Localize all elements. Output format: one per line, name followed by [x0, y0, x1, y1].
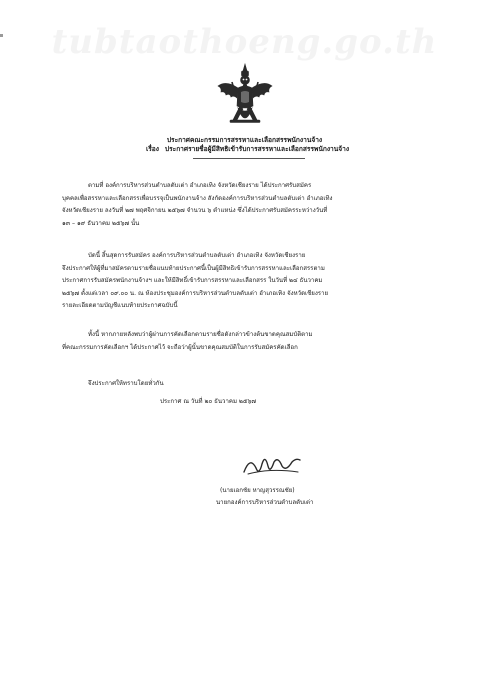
paragraph-3 [62, 329, 442, 354]
paragraph-line: จึงประกาศให้ผู้ที่มาสมัครตามรายชื่อแนบท้ายประกาศนี้เป็นผู้มีสิทธิเข้ารับการสรรหาและเลือกสรรตาม [62, 264, 325, 272]
paragraph-line: ทั้งนี้ หากภายหลังพบว่าผู้ผ่านการคัดเลือกตามรายชื่อดังกล่าวข้างต้นขาดคุณสมบัติตาม [88, 331, 313, 338]
paragraph-line: ๑๓ – ๑๙ ธันวาคม ๒๕๖๗ นั้น [62, 219, 140, 227]
announcement-closing: จึงประกาศให้ทราบโดยทั่วกัน [88, 380, 164, 387]
paragraph-line: ประกาศการรับสมัครพนักงานจ้างฯ และให้มีสิทธิ์เข้ารับการสรรหาและเลือกสรร ในวันที่ ๒๔ ธันวาคม [62, 277, 323, 285]
watermark: tubtaothoeng.go.th [51, 22, 438, 62]
paragraph-line: บุคคลเพื่อสรรหาและเลือกสรรเพื่อบรรจุเป็นพนักงานจ้าง สังกัดองค์การบริหารส่วนตำบลตับเต่า อำเภอเทิง [62, 194, 333, 202]
signer-position: นายกองค์การบริหารส่วนตำบลตับเต่า [216, 499, 314, 506]
document-title [0, 136, 489, 154]
garuda-emblem-icon [216, 62, 274, 130]
paragraph-line: ที่คณะกรรมการคัดเลือกฯ ได้ประกาศไว้ จะถือว่าผู้นั้นขาดคุณสมบัติในการรับสมัครคัดเลือก [62, 343, 298, 351]
paragraph-line: บัดนี้ สิ้นสุดการรับสมัคร องค์การบริหารส่วนตำบลตับเต่า อำเภอเทิง จังหวัดเชียงราย [88, 252, 306, 259]
paragraph-line: รายละเอียดตามบัญชีแนบท้ายประกาศฉบับนี้ [62, 302, 178, 310]
title-divider [193, 158, 305, 159]
subject-text: ประกาศรายชื่อผู้มีสิทธิเข้ารับการสรรหาและเลือกสรรพนักงานจ้าง [164, 145, 350, 153]
paragraph-1 [62, 180, 442, 230]
signer-name: (นายเอกชัย หาญสุวรรณชัย) [220, 487, 295, 494]
paragraph-line: ๒๕๖๗ ตั้งแต่เวลา ๐๙.๐๐ น. ณ ห้องประชุมองค์การบริหารส่วนตำบลตับเต่า อำเภอเทิง จังหวัดเชียงราย [62, 289, 329, 297]
title-heading: ประกาศคณะกรรมการสรรหาและเลือกสรรพนักงานจ้าง [166, 136, 323, 144]
handwritten-signature [240, 450, 302, 482]
title-subject [0, 145, 489, 154]
paragraph-line: จังหวัดเชียงราย ลงวันที่ ๒๗ พฤศจิกายน ๒๕๖๗ จำนวน ๖ ตำแหน่ง ซึ่งได้ประกาศรับสมัครระหว่างวันที่ [62, 207, 328, 215]
paragraph-2 [62, 250, 442, 313]
announcement-date: ประกาศ ณ วันที่ ๒๐ ธันวาคม ๒๕๖๗ [160, 398, 256, 405]
paragraph-line: ตามที่ องค์การบริหารส่วนตำบลตับเต่า อำเภอเทิง จังหวัดเชียงราย ได้ประกาศรับสมัคร [88, 182, 312, 189]
subject-label: เรื่อง [145, 145, 159, 153]
